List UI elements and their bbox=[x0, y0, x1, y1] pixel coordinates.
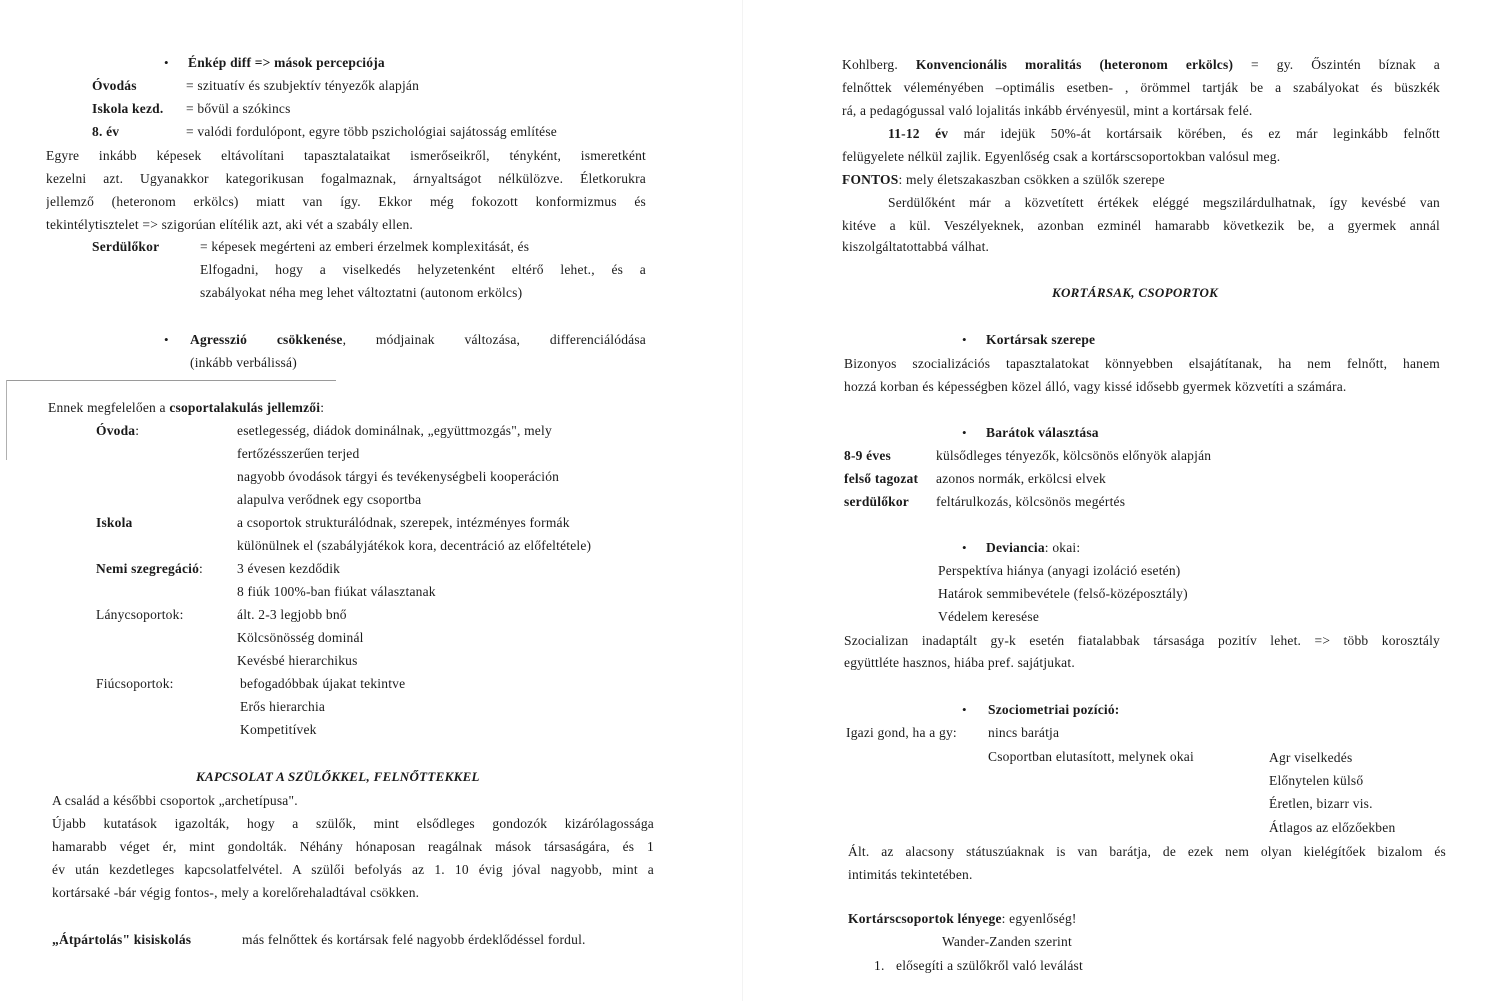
paragraph-line: Újabb kutatások igazolták, hogy a szülők, mint elsődleges gondozók kizárólagossága bbox=[52, 816, 654, 831]
paragraph-line: kitéve a kül. Veszélyeknek, azonban ezminél hamarabb következik be, a gyermek annál bbox=[842, 218, 1440, 233]
bullet: • bbox=[962, 425, 967, 440]
paragraph-line: hamarabb véget ér, mint gondolták. Néhány hónaposan reagálnak mások társaságára, és 1 bbox=[52, 839, 654, 854]
csop-bold: csoportalakulás jellemzői bbox=[169, 400, 321, 415]
r4-text: már idejük 50%-át kortársaik körében, és ez már leginkább felnőtt bbox=[948, 126, 1440, 141]
ovoda-line: alapulva verődnek egy csoportba bbox=[237, 492, 422, 507]
fiu-line: Erős hierarchia bbox=[240, 699, 326, 714]
agresszio-text: , módjainak változása, differenciálódása bbox=[342, 332, 646, 347]
okai-item: Éretlen, bizarr vis. bbox=[1269, 796, 1373, 811]
topic-baratok: Barátok választása bbox=[986, 425, 1099, 440]
term-lanycsoportok: Lánycsoportok: bbox=[96, 607, 184, 622]
text-serdulokor-3: szabályokat néha meg lehet változtatni (autonom erkölcs) bbox=[200, 285, 523, 300]
list-number: 1. bbox=[874, 958, 885, 973]
text-ovodas: = szituatív és szubjektív tényezők alapján bbox=[186, 78, 420, 93]
term-iskola: Iskola bbox=[96, 515, 133, 530]
bullet: • bbox=[962, 332, 967, 347]
paragraph-line: együttléte hasznos, hiába pref. sajátjukat. bbox=[844, 655, 1075, 670]
paragraph-line: rá, a pedagógussal való lojalitás inkább érvényesül, mint a kortársak felé. bbox=[842, 103, 1253, 118]
bullet: • bbox=[962, 702, 967, 717]
paragraph-line: intimitás tekintetében. bbox=[848, 867, 973, 882]
iskola-line: különülnek el (szabályjátékok kora, decentráció az előfeltétele) bbox=[237, 538, 592, 553]
topic-deviancia bbox=[986, 539, 1080, 557]
agresszio-line-2: (inkább verbálissá) bbox=[190, 355, 297, 370]
kortarscsoportok-lenyege bbox=[848, 910, 1077, 928]
nemi-colon: : bbox=[199, 561, 203, 576]
okai-item: Előnytelen külső bbox=[1269, 773, 1364, 788]
wander-zanden: Wander-Zanden szerint bbox=[942, 934, 1072, 949]
text-serdulokor: = képesek megérteni az emberi érzelmek komplexitását, és bbox=[200, 239, 530, 254]
okai-item: Agr viselkedés bbox=[1269, 750, 1353, 765]
deviancia-line: Határok semmibevétele (felső-középosztály) bbox=[938, 586, 1188, 601]
bullet: • bbox=[164, 55, 169, 70]
bullet: • bbox=[164, 332, 169, 347]
paragraph-line: kortársaké -bár végig fontos-, mely a korelőrehaladtával csökken. bbox=[52, 885, 420, 900]
text-felso-tagozat: azonos normák, erkölcsi elvek bbox=[936, 471, 1106, 486]
nemi-line: 8 fiúk 100%-ban fiúkat választanak bbox=[237, 584, 436, 599]
r6-bold: FONTOS bbox=[842, 172, 899, 187]
term-iskola-kezd: Iskola kezd. bbox=[92, 101, 164, 116]
paragraph-line: Egyre inkább képesek eltávolítani tapasztalataikat ismerőseikről, tényként, ismeretként bbox=[46, 148, 646, 163]
term-ovodas: Óvodás bbox=[92, 78, 137, 93]
leny-bold: Kortárscsoportok lényege bbox=[848, 911, 1002, 926]
topic-enkep: Énkép diff => mások percepciója bbox=[188, 55, 385, 70]
r1-post: = gy. Őszintén bíznak a bbox=[1233, 57, 1440, 72]
topic-szociometriai: Szociometriai pozíció: bbox=[988, 702, 1120, 717]
dev-bold: Deviancia bbox=[986, 540, 1045, 555]
term-serdulokor: serdülőkor bbox=[844, 494, 910, 509]
right-page bbox=[744, 0, 1488, 1001]
dev-text: : okai: bbox=[1044, 540, 1081, 555]
csoportalakulas-heading bbox=[48, 399, 324, 417]
deviancia-line: Perspektíva hiánya (anyagi izoláció esetén) bbox=[938, 563, 1181, 578]
term-8-9-eves: 8-9 éves bbox=[844, 448, 891, 463]
nemi-term: Nemi szegregáció bbox=[96, 561, 200, 576]
paragraph-line: A család a későbbi csoportok „archetípusa". bbox=[52, 793, 298, 808]
term-nemi-szegregacio bbox=[96, 560, 203, 578]
text-serdulokor-2: Elfogadni, hogy a viselkedés helyzetenként eltérő lehet., és a bbox=[200, 262, 646, 277]
r4-bold: 11-12 év bbox=[888, 126, 949, 141]
paragraph-line bbox=[842, 56, 1440, 74]
nemi-line: 3 évesen kezdődik bbox=[237, 561, 341, 576]
igazi-gond-2: Csoportban elutasított, melynek okai bbox=[988, 749, 1194, 764]
paragraph-line: tekintélytisztelet => szigorúan elítélik azt, aki vét a szabály ellen. bbox=[46, 217, 413, 232]
text-iskola-kezd: = bővül a szókincs bbox=[186, 101, 291, 116]
topic-kortarsak-szerepe: Kortársak szerepe bbox=[986, 332, 1096, 347]
ovoda-line: esetlegesség, diádok dominálnak, „együttmozgás", mely bbox=[237, 423, 552, 438]
scan-edge bbox=[6, 380, 336, 382]
fiu-line: Kompetitívek bbox=[240, 722, 317, 737]
ovoda-colon: : bbox=[135, 423, 140, 438]
term-atpartolas: „Átpártolás" kisiskolás bbox=[52, 932, 192, 947]
paragraph-line: Serdülőként már a közvetített értékek eléggé megszilárdulhatnak, így kevésbé van bbox=[888, 195, 1440, 210]
text-8-ev: = valódi fordulópont, egyre több pszichológiai sajátosság említése bbox=[186, 124, 557, 139]
lany-line: ált. 2-3 legjobb bnő bbox=[237, 607, 347, 622]
bullet: • bbox=[962, 540, 967, 555]
term-felso-tagozat: felső tagozat bbox=[844, 471, 919, 486]
left-page bbox=[0, 0, 740, 1001]
ovoda-line: fertőzésszerűen terjed bbox=[237, 446, 360, 461]
text-serdulokor: feltárulkozás, kölcsönös megértés bbox=[936, 494, 1126, 509]
leny-text: : egyenlőség! bbox=[1001, 911, 1077, 926]
igazi-gond-1: nincs barátja bbox=[988, 725, 1060, 740]
agresszio-bold: Agresszió csökkenése bbox=[190, 332, 343, 347]
iskola-line: a csoportok strukturálódnak, szerepek, intézményes formák bbox=[237, 515, 570, 530]
paragraph-line: jellemző (heteronom erkölcs) miatt van így. Ekkor még fokozott konformizmus és bbox=[46, 194, 646, 209]
paragraph-line: Ált. az alacsony státuszúaknak is van barátja, de ezek nem olyan kielégítőek bizalom és bbox=[848, 844, 1446, 859]
lany-line: Kölcsönösség dominál bbox=[237, 630, 364, 645]
paragraph-line: Szocializan inadaptált gy-k esetén fiatalabbak társasága pozitív lehet. => több korosztály bbox=[844, 633, 1440, 648]
fiu-line: befogadóbbak újakat tekintve bbox=[240, 676, 406, 691]
paragraph-line bbox=[888, 125, 1440, 143]
r1-pre: Kohlberg. bbox=[842, 57, 916, 72]
r1-bold: Konvencionális moralitás (heteronom erkölcs) bbox=[915, 57, 1234, 72]
text-atpartolas: más felnőttek és kortársak felé nagyobb érdeklődéssel fordul. bbox=[242, 932, 586, 947]
topic-agresszio bbox=[190, 331, 646, 349]
term-serdulokor: Serdülőkor bbox=[92, 239, 160, 254]
term-8-ev: 8. év bbox=[92, 124, 120, 139]
section-title-kortarsak: KORTÁRSAK, CSOPORTOK bbox=[1052, 285, 1219, 300]
okai-item: Átlagos az előzőekben bbox=[1269, 820, 1396, 835]
term-ovoda bbox=[96, 422, 139, 440]
paragraph-line bbox=[842, 171, 1165, 189]
list-item: elősegíti a szülőkről való leválást bbox=[896, 958, 1083, 973]
csop-pre: Ennek megfelelően a bbox=[48, 400, 170, 415]
text-8-9-eves: külsődleges tényezők, kölcsönös előnyök alapján bbox=[936, 448, 1212, 463]
section-title-kapcsolat: KAPCSOLAT A SZÜLŐKKEL, FELNŐTTEKKEL bbox=[196, 769, 480, 784]
lany-line: Kevésbé hierarchikus bbox=[237, 653, 358, 668]
r6-text: : mely életszakaszban csökken a szülők szerepe bbox=[898, 172, 1165, 187]
paragraph-line: hozzá korban és képességben közel álló, vagy kissé idősebb gyermek közvetíti a számára. bbox=[844, 379, 1347, 394]
csop-post: : bbox=[320, 400, 325, 415]
paragraph-line: felügyelete nélkül zajlik. Egyenlőség csak a kortárscsoportokban valósul meg. bbox=[842, 149, 1281, 164]
paragraph-line: év után kezdetleges kapcsolatfelvétel. A szülői befolyás az 1. 10 évig jóval nagyobb, mint a bbox=[52, 862, 654, 877]
paragraph-line: kezelni azt. Ugyanakkor kategorikusan fogalmaznak, árnyaltságot nélkülözve. Életkorukra bbox=[46, 171, 646, 186]
scan-edge bbox=[6, 380, 8, 460]
ovoda-term: Óvoda bbox=[96, 423, 136, 438]
term-igazi-gond: Igazi gond, ha a gy: bbox=[846, 725, 957, 740]
paragraph-line: felnőttek véleményében –optimális esetben- , örömmel tartják be a szabályokat és büszkék bbox=[842, 80, 1440, 95]
page-gutter bbox=[742, 0, 743, 1001]
ovoda-line: nagyobb óvodások tárgyi és tevékenységbeli kooperáción bbox=[237, 469, 560, 484]
deviancia-line: Védelem keresése bbox=[938, 609, 1040, 624]
term-fiucsoportok: Fiúcsoportok: bbox=[96, 676, 174, 691]
paragraph-line: kiszolgáltatottabbá válhat. bbox=[842, 239, 990, 254]
paragraph-line: Bizonyos szocializációs tapasztalatokat könnyebben elsajátítanak, ha nem felnőtt, hanem bbox=[844, 356, 1440, 371]
